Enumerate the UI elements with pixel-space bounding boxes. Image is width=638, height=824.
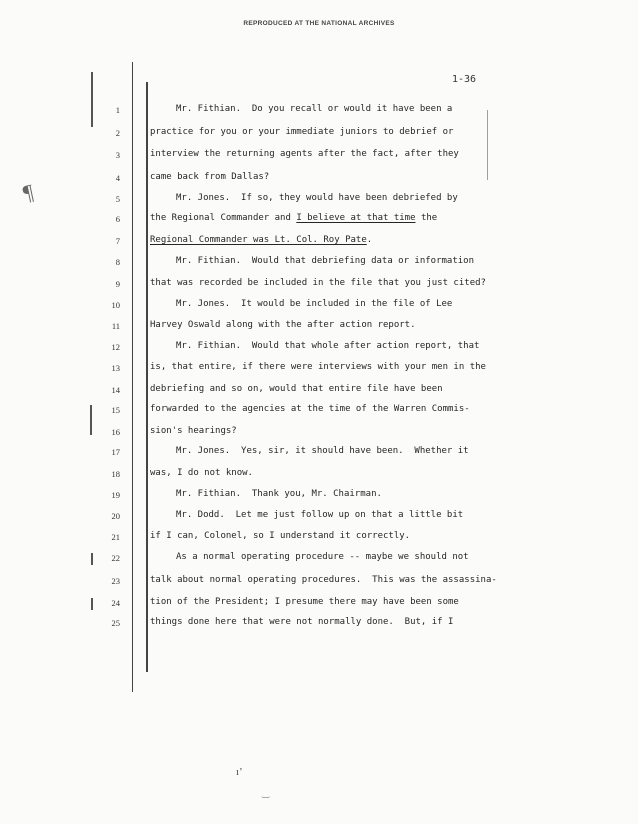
transcript-line: that was recorded be included in the file that you just cited? [150,278,486,288]
transcript-line: Mr. Fithian. Thank you, Mr. Chairman. [176,489,382,499]
transcript-line: interview the returning agents after the fact, after they [150,149,459,159]
left-margin-rule-outer [132,62,133,692]
line-number: 7 [115,236,120,246]
transcript-line [150,235,372,245]
transcript-line: was, I do not know. [150,468,253,478]
line-number: 22 [111,553,120,563]
line-number: 24 [111,598,120,608]
line-number: 15 [111,405,120,415]
underlined-phrase: I believe at that time [296,213,416,223]
line-number: 3 [115,150,120,160]
transcript-line: practice for you or your immediate juniors to debrief or [150,127,454,137]
line-segment: the Regional Commander and [150,213,297,223]
archive-stamp-header: REPRODUCED AT THE NATIONAL ARCHIVES [243,20,395,27]
line-number: 20 [111,511,120,521]
transcript-line: Mr. Jones. It would be included in the file of Lee [176,299,453,309]
line-number: 6 [115,214,120,224]
line-number: 11 [111,321,120,331]
transcript-line: tion of the President; I presume there may have been some [150,597,459,607]
footer-mark-1: ı’ [236,766,243,778]
line-number: 21 [111,532,120,542]
line-number: 14 [111,385,120,395]
line-number: 9 [115,279,120,289]
transcript-line: Harvey Oswald along with the after action report. [150,320,416,330]
line-number: 19 [111,490,120,500]
line-number: 4 [115,173,120,183]
transcript-line: talk about normal operating procedures. This was the assassina- [150,575,497,585]
transcript-line: Mr. Fithian. Would that debriefing data or information [176,256,475,266]
line-segment: . [366,235,373,245]
transcript-line: Mr. Dodd. Let me just follow up on that a little bit [176,510,464,520]
line-number: 18 [111,469,120,479]
handwritten-margin-mark: ¶ [19,179,36,206]
transcript-line: Mr. Jones. If so, they would have been debriefed by [176,193,458,203]
transcript-line: is, that entire, if there were interviews with your men in the [150,362,486,372]
transcript-line: Mr. Fithian. Do you recall or would it have been a [176,104,453,114]
line-number: 25 [111,618,120,628]
transcript-line: if I can, Colonel, so I understand it correctly. [150,531,411,541]
scan-tick-2 [90,405,92,435]
scan-tick-3 [91,553,93,565]
footer-mark-2: ‿ [262,788,270,798]
line-number: 2 [115,128,120,138]
transcript-line: debriefing and so on, would that entire file have been [150,384,443,394]
line-number: 13 [111,363,120,373]
transcript-line: Mr. Fithian. Would that whole after action report, that [176,341,480,351]
line-number: 12 [111,342,120,352]
page-number: 1-36 [452,74,477,85]
line-number: 8 [115,257,120,267]
line-number: 10 [111,300,120,310]
right-margin-rule [487,110,488,180]
transcript-line: forwarded to the agencies at the time of the Warren Commis- [150,404,470,414]
scan-tick-4 [91,598,93,610]
line-number: 17 [111,447,120,457]
line-number: 1 [115,105,120,115]
transcript-line: sion's hearings? [150,426,237,436]
line-segment: the [415,213,438,223]
transcript-line: As a normal operating procedure -- maybe we should not [176,552,469,562]
transcript-line [150,213,437,223]
underlined-phrase: Regional Commander was Lt. Col. Roy Pate [150,235,367,245]
scan-tick-1 [91,72,93,127]
line-number: 5 [115,194,120,204]
transcript-line: Mr. Jones. Yes, sir, it should have been. Whether it [176,446,469,456]
line-number: 16 [111,427,120,437]
transcript-line: came back from Dallas? [150,172,270,182]
transcript-line: things done here that were not normally done. But, if I [150,617,454,627]
left-margin-rule-inner [146,82,148,672]
line-number: 23 [111,576,120,586]
